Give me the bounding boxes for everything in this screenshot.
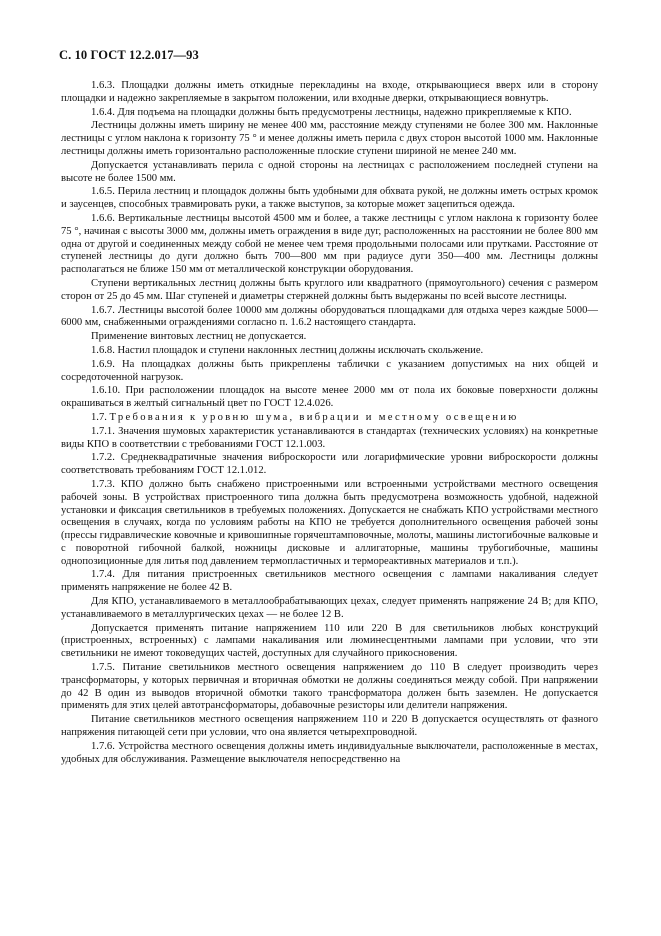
paragraph-1-6-8: 1.6.8. Настил площадок и ступени наклонных лестниц должны исключать скольжение. (91, 344, 484, 356)
paragraph-1-7-4: 1.7.4. Для питания пристроенных светильников местного освещения с лампами накаливания следует применять напряжение не более 42 В. (61, 569, 598, 594)
paragraph-1-6-5: 1.6.5. Перила лестниц и площадок должны быть удобными для обхвата рукой, не должны иметь острых кромок и заусенцев, способных травмировать руки, а также выступов, за которые может зацепиться одежда. (61, 186, 598, 211)
section-title: Требования к уровню шума, вибрации и местному освещению (109, 411, 519, 423)
paragraph-1-6-7: 1.6.7. Лестницы высотой более 10000 мм должны оборудоваться площадками для отдыха через каждые 5000—6000 мм, снабженными ограждениями согласно п. 1.6.2 настоящего стандарта. (61, 304, 598, 329)
paragraph-1-6-6: 1.6.6. Вертикальные лестницы высотой 4500 мм и более, а также лестницы с углом наклона к горизонту более 75 °, начиная с высоты 3000 мм, должны иметь ограждения в виде дуг, расположенных на расстоянии не более 800 мм одна от другой и соединенных между собой не менее чем тремя продольными полосами или прутками. Расстояние от ступеней лестницы до дуги должно быть 700—800 мм при радиусе дуги 350—400 мм. Лестницы должны располагаться не ближе 150 мм от металлической конструкции оборудования. (61, 212, 598, 276)
paragraph-vertical-steps: Ступени вертикальных лестниц должны быть круглого или квадратного (прямоугольного) сечения с размером сторон от 25 до 45 мм. Шаг ступеней и диаметры стержней должны быть выдержаны по всей высоте лестницы. (61, 277, 598, 302)
paragraph-1-7-3: 1.7.3. КПО должно быть снабжено пристроенными или встроенными устройствами местного освещения рабочей зоны. В устройствах пристроенного типа должна быть предусмотрена возможность удобной, надежной установки и фиксация светильников в требуемых положениях. Допускается не снабжать КПО устройствами местного освещения в случаях, когда по условиям работы на КПО не требуется дополнительного освещения рабочей зоны (прессы гидравлические ковочные и кривошипные горячештамповочные, молоты, машины листогибочные валковые и с поворотной гибочной балкой, ножницы дисковые и аллигаторные, машины трубогибочные, машины однопозиционные для литья под давлением термопластичных и термореактивных материалов и т.п.). (61, 478, 598, 567)
paragraph-1-6-9: 1.6.9. На площадках должны быть прикреплены таблички с указанием допустимых на них общей и сосредоточенной нагрузок. (61, 358, 598, 383)
paragraph-1-7-1: 1.7.1. Значения шумовых характеристик устанавливаются в стандартах (технических условиях) на конкретные виды КПО в соответствии с требованиями ГОСТ 12.1.003. (61, 425, 598, 450)
document-body (61, 80, 598, 767)
paragraph-1-6-4: 1.6.4. Для подъема на площадки должны быть предусмотрены лестницы, надежно прикрепляемые к КПО. (91, 106, 572, 118)
paragraph-110-220-allowed: Допускается применять питание напряжением 110 или 220 В для светильников любых конструкций (пристроенных, встроенных) с лампами накаливания или люминесцентными лампами при условии, что эти светильники не имеют токоведущих частей, доступных для случайного прикосновения. (61, 622, 598, 660)
paragraph-railing-one-side: Допускается устанавливать перила с одной стороны на лестницах с расположением последней ступени на высоте не более 1500 мм. (61, 159, 598, 184)
paragraph-ladder-width: Лестницы должны иметь ширину не менее 400 мм, расстояние между ступенями не более 300 мм. Наклонные лестницы с углом наклона к горизонту 75 ° и менее должны иметь перила с двух сторон высотой 1000 мм. Наклонные лестницы должны иметь горизонтально расположенные плоские ступени шириной не менее 240 мм. (61, 120, 598, 157)
section-number: 1.7. (91, 411, 107, 423)
paragraph-1-7-2: 1.7.2. Среднеквадратичные значения виброскорости или логарифмические уровни виброскорости должны соответствовать требованиям ГОСТ 12.1.012. (61, 452, 598, 477)
paragraph-1-7-5: 1.7.5. Питание светильников местного освещения напряжением до 110 В следует производить через трансформаторы, у которых первичная и вторичная обмотки не должны соединяться между собой. При напряжении до 42 В один из выводов вторичной обмотки такого трансформатора должен быть заземлен. Не допускается применять для этих целей автотрансформаторы, добавочные резисторы или делители напряжения. (61, 662, 598, 712)
paragraph-phase-voltage: Питание светильников местного освещения напряжением 110 и 220 В допускается осуществлять от фазного напряжения питающей сети при условии, что она является четырехпроводной. (61, 714, 598, 739)
section-heading (61, 412, 598, 425)
paragraph-1-6-10: 1.6.10. При расположении площадок на высоте менее 2000 мм от пола их боковые поверхности должны окрашиваться в желтый сигнальный цвет по ГОСТ 12.4.026. (61, 385, 598, 410)
page-header: С. 10 ГОСТ 12.2.017—93 (59, 48, 199, 62)
paragraph-spiral-ladders: Применение винтовых лестниц не допускается. (91, 331, 307, 343)
paragraph-voltage-workshops: Для КПО, устанавливаемого в металлообрабатывающих цехах, следует применять напряжение 24 В; для КПО, устанавливаемого в металлургических цехах — не более 12 В. (61, 596, 598, 620)
paragraph-1-6-3: 1.6.3. Площадки должны иметь откидные перекладины на входе, открывающиеся вверх или в сторону площадки и надежно закрепляемые в закрытом положении, или входные дверки, открывающиеся вовнутрь. (61, 80, 598, 104)
paragraph-1-7-6: 1.7.6. Устройства местного освещения должны иметь индивидуальные выключатели, расположенные в местах, удобных для обслуживания. Размещение выключателя непосредственно на (61, 740, 598, 765)
